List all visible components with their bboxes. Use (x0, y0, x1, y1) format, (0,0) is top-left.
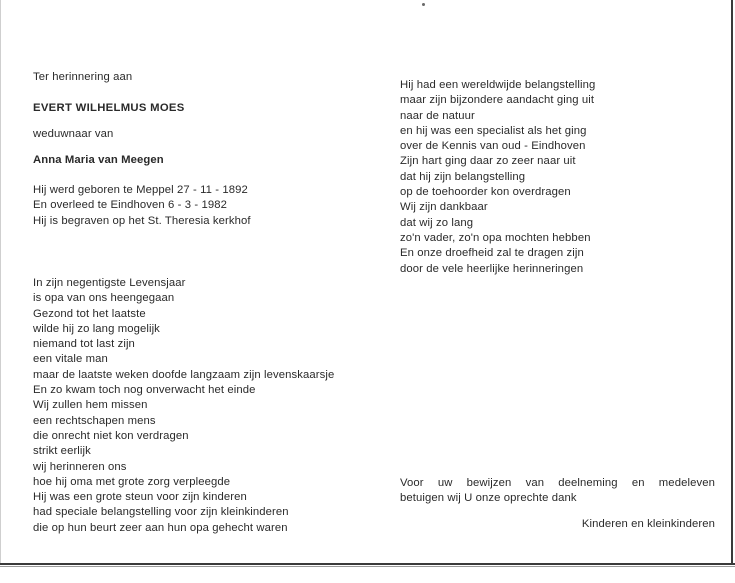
poem-line: zo'n vader, zo'n opa mochten hebben (400, 231, 591, 244)
thanks-word: deelneming (558, 477, 618, 489)
poem-line: wij herinneren ons (33, 460, 127, 473)
poem-line: door de vele heerlijke herinneringen (400, 262, 584, 275)
poem-line: Wij zijn dankbaar (400, 201, 488, 214)
thanks-line-1 (400, 476, 715, 491)
poem-line: een vitale man (33, 353, 108, 366)
poem-line: die onrecht niet kon verdragen (33, 429, 189, 442)
poem-line: niemand tot last zijn (33, 338, 135, 351)
poem-line: Zijn hart ging daar zo zeer naar uit (400, 155, 576, 168)
card-edge-bottom (0, 563, 735, 565)
poem-line: die op hun beurt zeer aan hun opa gehecht waren (33, 521, 288, 534)
poem-line: had speciale belangstelling voor zijn kleinkinderen (33, 506, 289, 519)
fact-birth: Hij werd geboren te Meppel 27 - 11 - 1892 (33, 184, 248, 196)
poem-line: een rechtschapen mens (33, 414, 156, 427)
card-edge-bottom-shadow (0, 566, 735, 567)
thanks-line-2: betuigen wij U onze oprechte dank (400, 492, 577, 505)
poem-line: maar zijn bijzondere aandacht ging uit (400, 94, 595, 107)
deceased-name (33, 101, 185, 116)
in-memory-label: Ter herinnering aan (33, 71, 133, 83)
poem-line: strikt eerlijk (33, 445, 91, 458)
poem-left (33, 276, 334, 536)
thanks-word: van (525, 477, 545, 489)
poem-line: Hij had een wereldwijde belangstelling (400, 79, 596, 91)
deceased-name-text: EVERT WILHELMUS MOES (33, 102, 185, 114)
intro-block (33, 70, 132, 85)
thanks-word: en (631, 477, 645, 489)
thanks-word: medeleven (658, 477, 715, 489)
poem-line: op de toehoorder kon overdragen (400, 186, 571, 199)
thanks-block (400, 476, 715, 507)
fact-burial: Hij is begraven op het St. Theresia kerkhof (33, 214, 251, 227)
thanks-word: uw (437, 477, 453, 489)
poem-line: maar de laatste weken doofde langzaam zijn levenskaarsje (33, 368, 335, 381)
poem-line: En onze droefheid zal te dragen zijn (400, 247, 584, 260)
signature: Kinderen en kleinkinderen (581, 518, 715, 530)
poem-line: dat wij zo lang (400, 216, 474, 229)
poem-line: is opa van ons heengegaan (33, 292, 175, 305)
poem-line: naar de natuur (400, 109, 475, 122)
poem-line: en hij was een specialist als het ging (400, 124, 587, 137)
poem-right (400, 78, 595, 277)
poem-line: hoe hij oma met grote zorg verpleegde (33, 475, 231, 488)
widower-label: weduwnaar van (33, 128, 114, 140)
poem-line: wilde hij zo lang mogelijk (33, 322, 160, 335)
card-edge-right (731, 0, 733, 565)
poem-line: over de Kennis van oud - Eindhoven (400, 140, 586, 153)
fact-death: En overleed te Eindhoven 6 - 3 - 1982 (33, 199, 227, 212)
scan-speck (422, 3, 425, 6)
poem-line: In zijn negentigste Levensjaar (33, 277, 186, 289)
thanks-word: bewijzen (466, 477, 512, 489)
poem-line: dat hij zijn belangstelling (400, 170, 526, 183)
spouse-name (33, 153, 164, 168)
poem-line: Gezond tot het laatste (33, 307, 146, 320)
poem-line: En zo kwam toch nog onverwacht het einde (33, 384, 256, 397)
widower-label-block (33, 127, 113, 142)
signature-block (520, 517, 715, 532)
life-facts (33, 183, 251, 229)
poem-line: Wij zullen hem missen (33, 399, 148, 412)
poem-line: Hij was een grote steun voor zijn kinderen (33, 491, 247, 504)
card-edge-left (0, 0, 1, 565)
spouse-name-text: Anna Maria van Meegen (33, 154, 164, 166)
thanks-word: Voor (400, 477, 424, 489)
